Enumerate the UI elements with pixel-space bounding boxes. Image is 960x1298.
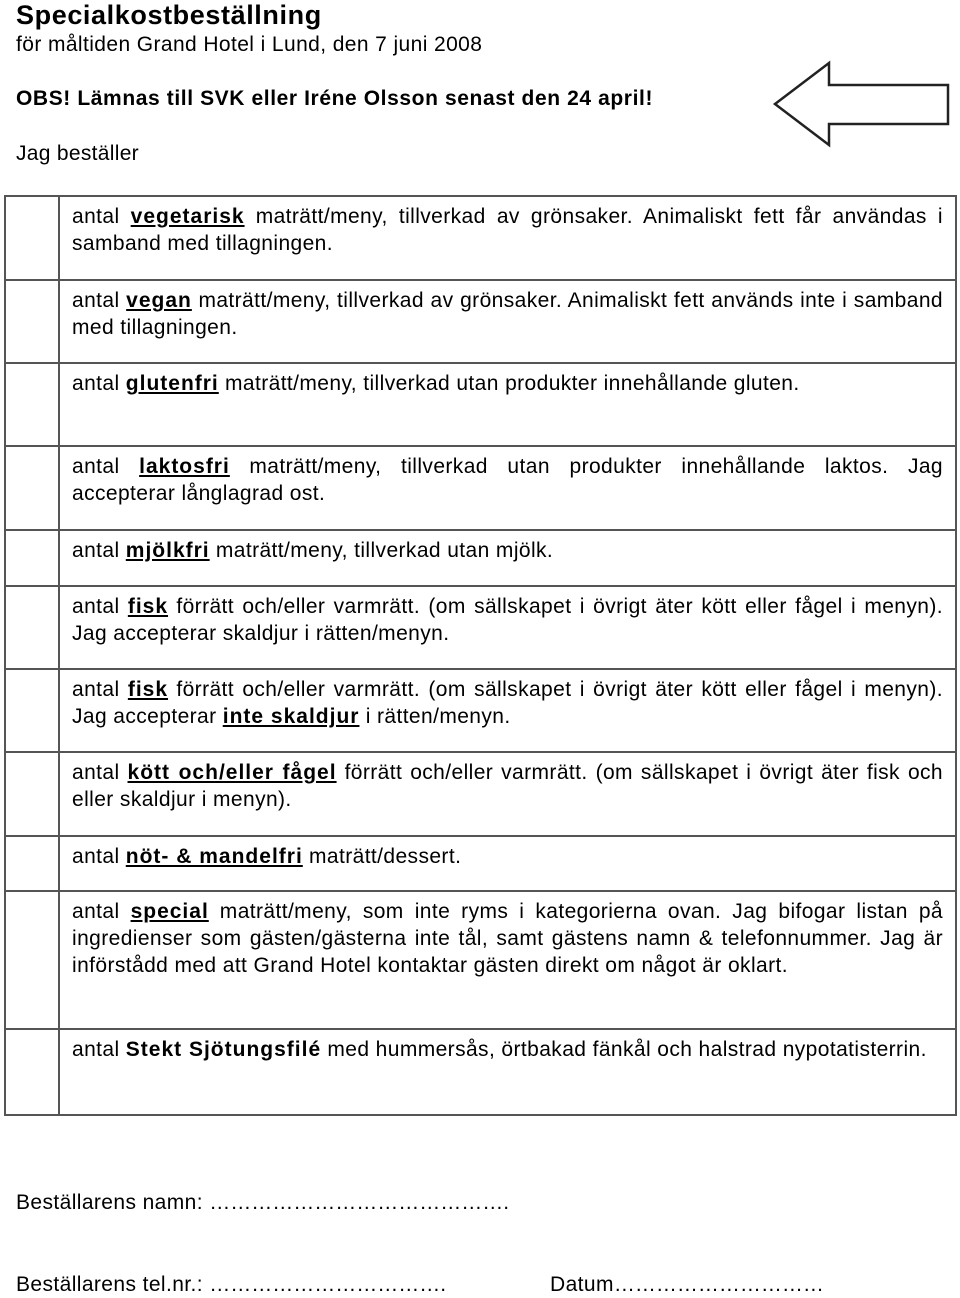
quantity-box[interactable] [5,586,59,669]
order-description: antal glutenfri maträtt/meny, tillverkad utan produkter innehållande gluten. [59,363,956,446]
order-row [5,363,956,446]
orderer-name-blank[interactable]: ……………………………………. [209,1191,510,1214]
diet-keyword: vegetarisk [130,205,245,228]
orderer-name-field[interactable] [16,1191,509,1215]
order-row [5,1029,956,1115]
quantity-box[interactable] [5,196,59,280]
quantity-box[interactable] [5,530,59,586]
diet-keyword: special [130,900,209,923]
order-table [4,195,957,1116]
quantity-box[interactable] [5,1029,59,1115]
diet-keyword: laktosfri [139,455,230,478]
order-description: antal fisk förrätt och/eller varmrätt. (om sällskapet i övrigt äter kött eller fågel i menyn). Jag accepterar inte skaldjur i rätten/menyn. [59,669,956,752]
diet-keyword: nöt- & mandelfri [125,845,303,868]
date-field[interactable] [550,1273,824,1297]
quantity-box[interactable] [5,752,59,836]
order-description: antal mjölkfri maträtt/meny, tillverkad utan mjölk. [59,530,956,586]
order-description: antal fisk förrätt och/eller varmrätt. (om sällskapet i övrigt äter kött eller fågel i menyn). Jag accepterar skaldjur i rätten/menyn. [59,586,956,669]
quantity-box[interactable] [5,836,59,891]
order-description: antal Stekt Sjötungsfilé med hummersås, örtbakad fänkål och halstrad nypotatisterrin. [59,1029,956,1115]
orderer-name-label: Beställarens namn: [16,1191,203,1214]
order-row [5,669,956,752]
dish-name: Stekt Sjötungsfilé [125,1038,322,1061]
diet-keyword: fisk [127,678,169,701]
date-label: Datum [550,1273,614,1296]
intro-text: Jag beställer [16,142,139,165]
orderer-phone-field[interactable] [16,1273,446,1297]
quantity-box[interactable] [5,363,59,446]
order-description: antal vegetarisk maträtt/meny, tillverkad av grönsaker. Animaliskt fett får användas i samband med tillagningen. [59,196,956,280]
diet-keyword: mjölkfri [125,539,210,562]
date-blank[interactable]: ………………………… [613,1273,824,1296]
order-description: antal special maträtt/meny, som inte ryms i kategorierna ovan. Jag bifogar listan på ingredienser som gästen/gästerna inte tål, samt gästens namn & telefonnummer. Jag är införstådd med att Grand Hotel kontaktar gästen direkt om något är oklart. [59,891,956,1029]
order-row [5,196,956,280]
diet-keyword: kött och/eller fågel [127,761,337,784]
order-row [5,586,956,669]
order-row [5,446,956,530]
order-description: antal vegan maträtt/meny, tillverkad av grönsaker. Animaliskt fett används inte i samband med tillagningen. [59,280,956,363]
document-title: Specialkostbeställning [16,0,322,30]
orderer-phone-label: Beställarens tel.nr.: [16,1273,203,1296]
order-row [5,752,956,836]
order-row [5,836,956,891]
quantity-box[interactable] [5,446,59,530]
order-description: antal kött och/eller fågel förrätt och/eller varmrätt. (om sällskapet i övrigt äter fisk och eller skaldjur i menyn). [59,752,956,836]
diet-keyword: vegan [126,289,192,312]
quantity-box[interactable] [5,891,59,1029]
order-row [5,530,956,586]
quantity-box[interactable] [5,280,59,363]
order-description: antal laktosfri maträtt/meny, tillverkad utan produkter innehållande laktos. Jag accepterar långlagrad ost. [59,446,956,530]
diet-keyword: fisk [127,595,169,618]
quantity-box[interactable] [5,669,59,752]
diet-keyword: glutenfri [125,372,219,395]
deadline-notice: OBS! Lämnas till SVK eller Iréne Olsson senast den 24 april! [16,87,654,110]
document-subtitle: för måltiden Grand Hotel i Lund, den 7 juni 2008 [16,33,483,56]
order-row [5,891,956,1029]
diet-keyword: inte skaldjur [222,705,360,728]
order-description: antal nöt- & mandelfri maträtt/dessert. [59,836,956,891]
order-row [5,280,956,363]
left-arrow-icon [772,60,954,148]
orderer-phone-blank[interactable]: ……………………………. [209,1273,447,1296]
